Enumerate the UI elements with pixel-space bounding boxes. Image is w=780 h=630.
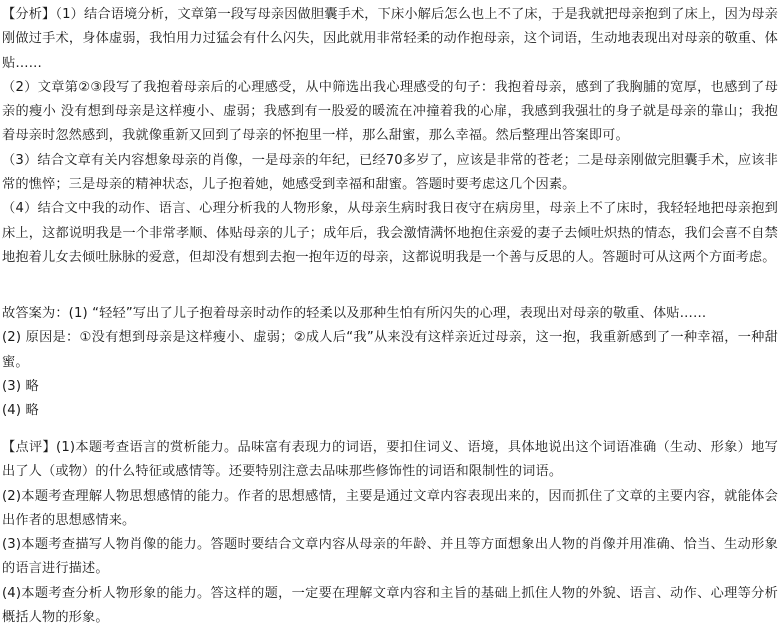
comment-paragraph-2: (2)本题考查理解人物思想感情的能力。作者的思想感情，主要是通过文章内容表现出来的，因而抓住了文章的主要内容，就能体会出作者的思想感情来。 — [2, 488, 778, 528]
comment-paragraph-3: (3)本题考查描写人物肖像的能力。答题时要结合文章内容从母亲的年龄、并且等方面想象出人物的肖像并用准确、恰当、生动形象的语言进行描述。 — [2, 537, 778, 577]
answer-paragraph-3: (3) 略 — [2, 378, 39, 394]
answer-paragraph-1: 故答案为：(1) “轻轻”写出了儿子抱着母亲时动作的轻柔以及那种生怕有所闪失的心理，表现出对母亲的敬重、体贴…… — [2, 306, 707, 321]
analysis-paragraph-4: （4）结合文中我的动作、语言、心理分析我的人物形象，从母亲生病时我日夜守在病房里，母亲上不了床时，我轻轻地把母亲抱到床上，这都说明我是一个非常孝顺、体贴母亲的儿子；成年后，我会激情满怀地抱住亲爱的妻子去倾吐炽热的情态，我们会喜不自禁地抱着儿女去倾吐脉脉的爱意，但却没有想到去抱一抱年迈的母亲，这都说明我是一个善与反思的人。答题时可从这两个方面考虑。 — [2, 201, 778, 265]
analysis-paragraph-3: （3）结合文章有关内容想象母亲的肖像，一是母亲的年纪，已经70多岁了，应该是非常的苍老；二是母亲刚做完胆囊手术，应该非常的憔悴；三是母亲的精神状态，儿子抱着她，她感受到幸福和甜蜜。答题时要考虑这几个因素。 — [2, 152, 778, 193]
answer-paragraph-4: (4) 略 — [2, 403, 39, 419]
answer-section — [2, 302, 778, 423]
comment-paragraph-4: (4)本题考查分析人物形象的能力。答这样的题，一定要在理解文章内容和主旨的基础上抓住人物的外貌、语言、动作、心理等分析概括人物的形象。 — [2, 585, 778, 626]
comment-section — [2, 436, 778, 630]
analysis-section — [2, 3, 778, 270]
answer-paragraph-2: (2) 原因是：①没有想到母亲是这样瘦小、虚弱；②成人后“我”从来没有这样亲近过母亲，这一抱，我重新感到了一种幸福，一种甜蜜。 — [2, 330, 778, 370]
analysis-paragraph-1: 【分析】（1）结合语境分析，文章第一段写母亲因做胆囊手术，下床小解后怎么也上不了床，于是我就把母亲抱到了床上，因为母亲刚做过手术，身体虚弱，我怕用力过猛会有什么闪失，因此就用非常轻柔的动作抱母亲，这个词语，生动地表现出对母亲的敬重、体贴…… — [2, 7, 778, 71]
analysis-paragraph-2: （2）文章第②③段写了我抱着母亲后的心理感受，从中筛选出我心理感受的句子：我抱着母亲，感到了我胸脯的宽厚，也感到了母亲的瘦小 没有想到母亲是这样瘦小、虚弱；我感到有一股爱的暖流在冲撞着我的心扉，我感到我强壮的身子就是母亲的靠山；我抱着母亲时忽然感到，我就像重新又回到了母亲的怀抱里一样，那么甜蜜，那么幸福。然后整理出答案即可。 — [2, 79, 778, 144]
comment-paragraph-1: 【点评】(1)本题考查语言的赏析能力。品味富有表现力的词语，要扣住词义、语境，具体地说出这个词语准确（生动、形象）地写出了人（或物）的什么特征或感情等。还要特别注意去品味那些修饰性的词语和限制性的词语。 — [2, 440, 778, 480]
